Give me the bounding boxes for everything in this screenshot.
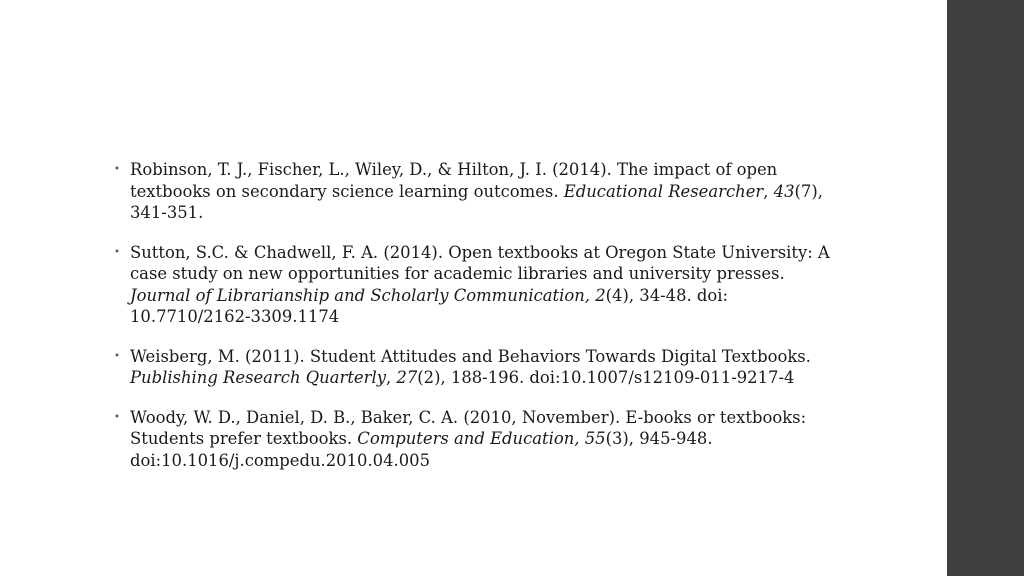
reference-authors: Weisberg, M. (2011). Student Attitudes and Behaviors Towards Digital Textbooks. <box>130 346 811 366</box>
reference-journal: Publishing Research Quarterly <box>130 368 386 387</box>
reference-journal: Computers and Education, 55 <box>357 429 606 448</box>
reference-separator: , <box>763 181 774 201</box>
bullet-icon: • <box>114 246 120 258</box>
reference-volume: 43 <box>773 181 795 201</box>
reference-item-robinson <box>114 159 834 224</box>
reference-separator: , <box>385 368 397 387</box>
side-accent-bar <box>947 0 1024 576</box>
reference-details: (7), 341-351. <box>130 181 823 222</box>
bullet-icon: • <box>114 350 120 362</box>
reference-volume: 27 <box>396 368 418 387</box>
reference-details: (2), 188-196. doi:10.1007/s12109-011-9217-4 <box>417 368 795 387</box>
reference-item-woody <box>114 407 834 472</box>
bullet-icon: • <box>114 411 120 423</box>
reference-details: (3), 945-948. doi:10.1016/j.compedu.2010.04.005 <box>130 429 713 470</box>
reference-item-sutton <box>114 242 834 328</box>
reference-list <box>114 159 834 489</box>
reference-authors: Woody, W. D., Daniel, D. B., Baker, C. A. (2010, November). E-books or textbooks: Students prefer textbooks. <box>130 407 807 448</box>
bullet-icon: • <box>114 164 120 175</box>
reference-journal: Educational Researcher <box>563 181 764 201</box>
reference-item-weisberg <box>114 346 834 389</box>
reference-authors: Robinson, T. J., Fischer, L., Wiley, D., & Hilton, J. I. (2014). The impact of open textbooks on secondary science learning outcomes. <box>130 160 778 201</box>
reference-authors: Sutton, S.C. & Chadwell, F. A. (2014). Open textbooks at Oregon State University: A case study on new opportunities for academic libraries and university presses. <box>130 242 830 283</box>
reference-journal: Journal of Librarianship and Scholarly Communication, 2 <box>130 285 606 305</box>
reference-details: (4), 34-48. doi: 10.7710/2162-3309.1174 <box>130 285 729 326</box>
